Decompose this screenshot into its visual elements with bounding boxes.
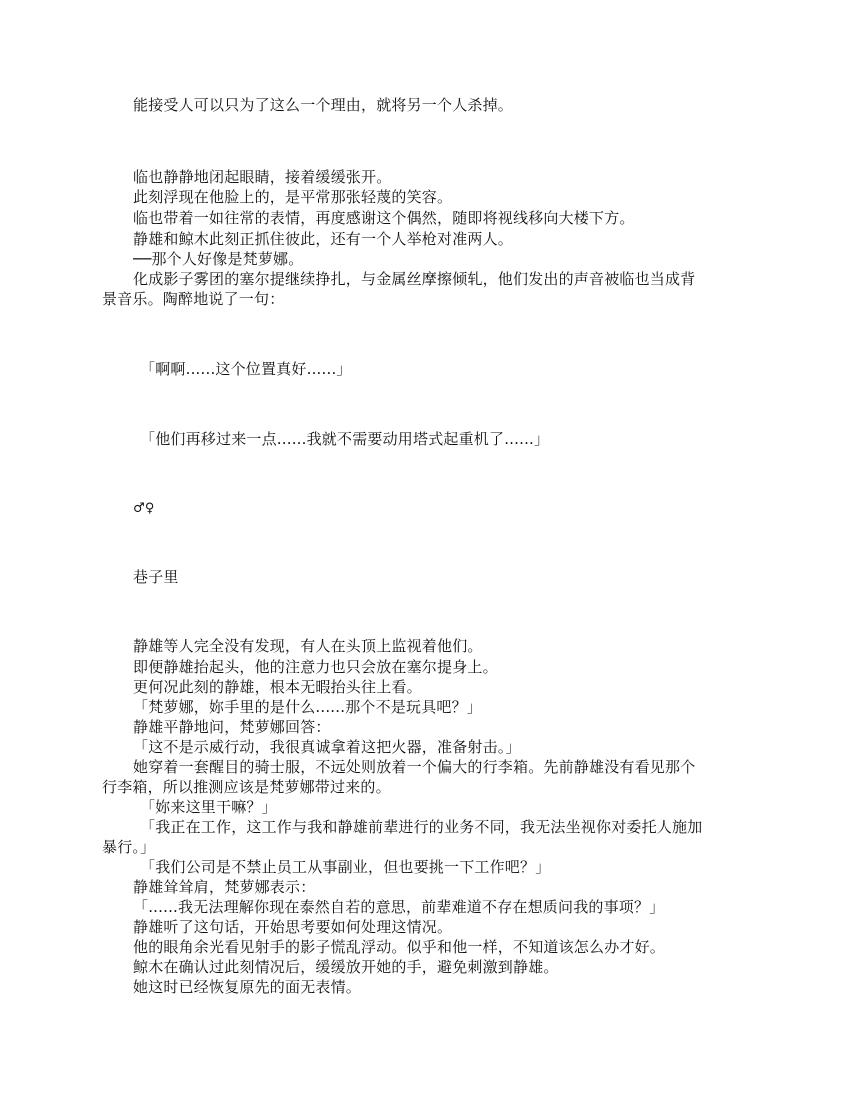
- dialogue-line: 「他们再移过来一点......我就不需要动用塔式起重机了......」: [140, 430, 550, 448]
- text-line: 暴行。」: [102, 838, 156, 856]
- text-line: 她这时已经恢复原先的面无表情。: [133, 978, 362, 996]
- text-line: 鲸木在确认过此刻情况后，缓缓放开她的手，避免刺激到静雄。: [133, 958, 559, 976]
- dialogue-line: 「我们公司是不禁止员工从事副业，但也要挑一下工作吧？」: [140, 858, 551, 876]
- text-line: 静雄和鲸木此刻正抓住彼此，还有一个人举枪对准两人。: [133, 230, 514, 248]
- text-line: 此刻浮现在他脸上的，是平常那张轻蔑的笑容。: [133, 188, 453, 206]
- text-line: 她穿着一套醒目的骑士服，不远处则放着一个偏大的行李箱。先前静雄没有看见那个: [133, 758, 696, 776]
- text-line: ──那个人好像是梵萝娜。: [133, 250, 304, 268]
- text-line: 化成影子雾团的塞尔提继续挣扎，与金属丝摩擦倾轧，他们发出的声音被临也当成背: [133, 270, 696, 288]
- text-line: 静雄等人完全没有发现，有人在头顶上监视着他们。: [133, 637, 483, 655]
- dialogue-line: 「妳来这里干嘛？」: [140, 798, 277, 816]
- text-line: 临也静静地闭起眼睛，接着缓缓张开。: [133, 168, 392, 186]
- scene-heading: 巷子里: [133, 568, 179, 586]
- text-line: 更何况此刻的静雄，根本无暇抬头往上看。: [133, 678, 422, 696]
- text-line: 静雄耸耸肩，梵萝娜表示：: [133, 878, 316, 896]
- dialogue-line: 「......我无法理解你现在泰然自若的意思，前辈难道不存在想质问我的事项？」: [133, 898, 665, 916]
- text-line: 景音乐。陶醉地说了一句：: [102, 290, 285, 308]
- dialogue-line: 「梵萝娜，妳手里的是什么......那个不是玩具吧？」: [133, 698, 483, 716]
- dialogue-line: 「这不是示威行动，我很真诚拿着这把火器，准备射击。」: [133, 738, 521, 756]
- text-line: 即便静雄抬起头，他的注意力也只会放在塞尔提身上。: [133, 658, 498, 676]
- text-line: 能接受人可以只为了这么一个理由，就将另一个人杀掉。: [133, 96, 514, 114]
- text-line: 静雄听了这句话，开始思考要如何处理这情况。: [133, 918, 453, 936]
- text-line: 行李箱，所以推测应该是梵萝娜带过来的。: [102, 778, 391, 796]
- text-line: 他的眼角余光看见射手的影子慌乱浮动。似乎和他一样，不知道该怎么办才好。: [133, 938, 666, 956]
- dialogue-line: 「我正在工作，这工作与我和静雄前辈进行的业务不同，我无法坐视你对委托人施加: [140, 818, 703, 836]
- dialogue-line: 「啊啊......这个位置真好......」: [140, 360, 352, 378]
- section-break-symbol: ♂♀: [133, 501, 155, 516]
- text-line: 临也带着一如往常的表情，再度感谢这个偶然，随即将视线移向大楼下方。: [133, 209, 635, 227]
- text-line: 静雄平静地问，梵萝娜回答：: [133, 718, 331, 736]
